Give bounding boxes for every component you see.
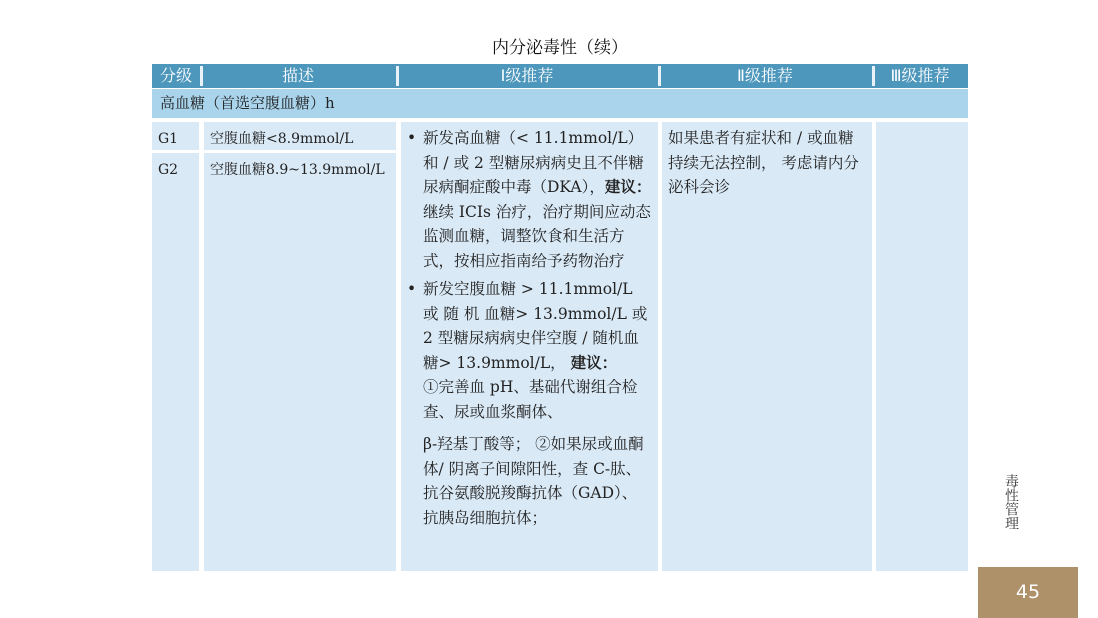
header-grade: 分级 xyxy=(152,64,200,88)
description-cell-g1 xyxy=(204,122,396,150)
header-level1: Ⅰ级推荐 xyxy=(396,64,658,88)
description-g2: 空腹血糖8.9~13.9mmol/L xyxy=(210,162,385,178)
level1-b2-para1: ①完善血 pH、基础代谢组合检查、尿或血浆酮体、 xyxy=(423,378,638,421)
grade-cell-g1 xyxy=(152,122,199,150)
level1-b1-text: 新发高血糖（< 11.1mmol/L）和 / 或 2 型糖尿病病史且不伴糖尿病酮症酸中毒（DKA）， xyxy=(423,129,644,196)
grade-cell-g2 xyxy=(152,153,199,571)
header-level2: Ⅱ级推荐 xyxy=(658,64,872,88)
level1-b2-text: 新发空腹血糖 > 11.1mmol/L 或 随 机 血糖> 13.9mmol/L 或 2 型糖尿病病史伴空腹 / 随机血糖> 13.9mmol/L， xyxy=(423,280,648,372)
page-title: 内分泌毒性（续） xyxy=(492,38,628,58)
description-cell-g2 xyxy=(204,153,396,571)
level2-text: 如果患者有症状和 / 或血糖持续无法控制， 考虑请内分泌科会诊 xyxy=(668,129,859,196)
description-g1: 空腹血糖<8.9mmol/L xyxy=(210,131,354,147)
level1-b2-para2: β-羟基丁酸等； ②如果尿或血酮体/ 阴离子间隙阳性，查 C-肽、抗谷氨酸脱羧酶抗体（GAD）、抗胰岛细胞抗体； xyxy=(423,435,644,527)
section-title: 高血糖（首选空腹血糖）h xyxy=(152,89,968,118)
side-section-label: 毒性管理 xyxy=(1003,474,1019,530)
level1-recommendation-cell xyxy=(401,122,658,571)
level2-recommendation-cell xyxy=(662,122,872,571)
level1-bullet-2 xyxy=(407,277,652,375)
level1-bullet-1 xyxy=(407,126,652,273)
level1-b2-bold: 建议： xyxy=(570,352,618,372)
bullet-icon: • xyxy=(407,129,417,147)
header-description: 描述 xyxy=(200,64,396,88)
bullet-icon: • xyxy=(407,280,417,298)
page-number: 45 xyxy=(978,567,1078,618)
grade-g1: G1 xyxy=(158,131,179,147)
grade-g2: G2 xyxy=(158,162,179,178)
level1-b1-rest: 继续 ICIs 治疗，治疗期间应动态监测血糖，调整饮食和生活方式，按相应指南给予药物治疗 xyxy=(423,202,651,270)
level3-recommendation-cell xyxy=(876,122,968,571)
header-level3: Ⅲ级推荐 xyxy=(872,64,968,88)
level1-b1-bold: 建议： xyxy=(604,177,652,196)
